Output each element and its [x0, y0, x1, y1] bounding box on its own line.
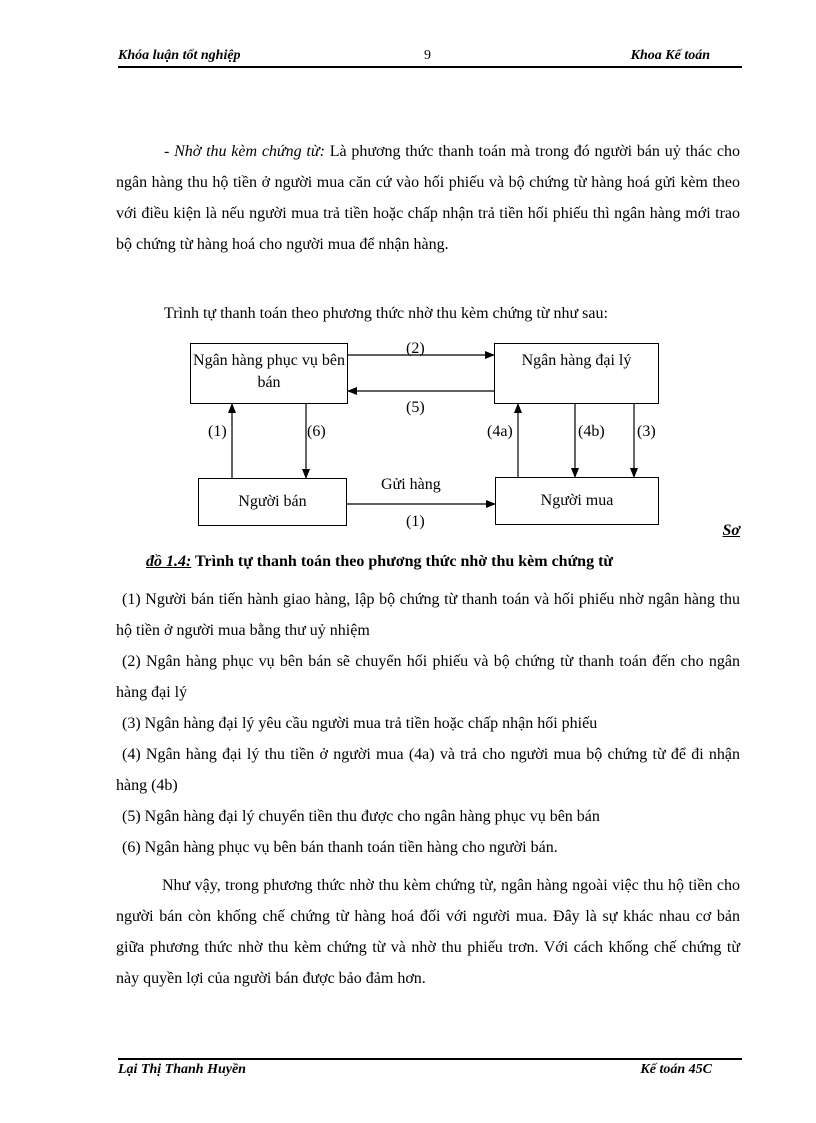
label-2: (2) — [406, 340, 425, 357]
caption-title: Trình tự thanh toán theo phương thức nhờ thu kèm chứng từ — [191, 553, 613, 570]
intro-lead: - Nhờ thu kèm chứng từ: — [164, 143, 325, 160]
footer-class: Kế toán 45C — [640, 1062, 712, 1077]
label-4b: (4b) — [578, 423, 605, 440]
label-send-goods: Gửi hàng — [381, 476, 441, 493]
label-1-bottom: (1) — [406, 513, 425, 530]
box-buyer: Người mua — [495, 477, 659, 525]
label-1-left: (1) — [208, 423, 227, 440]
label-5: (5) — [406, 399, 425, 416]
conclusion-paragraph: Như vậy, trong phương thức nhờ thu kèm chứng từ, ngân hàng ngoài việc thu hộ tiền cho người bán còn khống chế chứng từ hàng hoá đối với người mua. Đây là sự khác nhau cơ bản giữa phương thức nhờ thu kèm chứng từ và nhờ thu phiếu trơn. Với cách khống chế chứng từ này quyền lợi của người bán được bảo đảm hơn. — [116, 877, 740, 987]
box-seller: Người bán — [198, 478, 347, 526]
box-agent-bank: Ngân hàng đại lý — [494, 343, 659, 404]
label-3: (3) — [637, 423, 656, 440]
box-seller-bank: Ngân hàng phục vụ bên bán — [190, 343, 348, 404]
list-item: (1) Người bán tiến hành giao hàng, lập bộ chứng từ thanh toán và hối phiếu nhờ ngân hàng thu hộ tiền ở người mua bằng thư uỷ nhiệm — [116, 591, 740, 639]
header-department: Khoa Kế toán — [630, 48, 710, 63]
steps-list — [116, 584, 740, 863]
label-6: (6) — [307, 423, 326, 440]
label-4a: (4a) — [487, 423, 513, 440]
caption-prefix-so: Sơ — [722, 522, 740, 539]
page-number: 9 — [424, 48, 431, 63]
caption-number: đồ 1.4: — [146, 553, 192, 570]
intro-paragraph — [116, 136, 740, 260]
diagram-caption — [146, 553, 613, 571]
list-item: (5) Ngân hàng đại lý chuyển tiền thu được cho ngân hàng phục vụ bên bán — [122, 808, 600, 825]
list-item: (3) Ngân hàng đại lý yêu cầu người mua trả tiền hoặc chấp nhận hối phiếu — [122, 715, 598, 732]
page-header — [118, 48, 742, 68]
list-item: (2) Ngân hàng phục vụ bên bán sẽ chuyển hối phiếu và bộ chứng từ thanh toán đến cho ngân hàng đại lý — [116, 653, 740, 701]
intro-body: Là phương thức thanh toán mà trong đó người bán uỷ thác cho ngân hàng thu hộ tiền ở người mua căn cứ vào hối phiếu và bộ chứng từ hàng hoá gửi kèm theo với điều kiện là nếu người mua trả tiền hoặc chấp nhận trả tiền hối phiếu thì ngân hàng mới trao bộ chứng từ hàng hoá cho người mua để nhận hàng. — [116, 143, 740, 253]
list-item: (4) Ngân hàng đại lý thu tiền ở người mua (4a) và trả cho người mua bộ chứng từ để đi nhận hàng (4b) — [116, 746, 740, 794]
page-footer — [118, 1058, 742, 1078]
list-item: (6) Ngân hàng phục vụ bên bán thanh toán tiền hàng cho người bán. — [122, 839, 558, 856]
header-title: Khóa luận tốt nghiệp — [118, 48, 241, 63]
footer-author: Lại Thị Thanh Huyền — [118, 1062, 246, 1077]
sequence-intro: Trình tự thanh toán theo phương thức nhờ thu kèm chứng từ như sau: — [164, 305, 608, 322]
